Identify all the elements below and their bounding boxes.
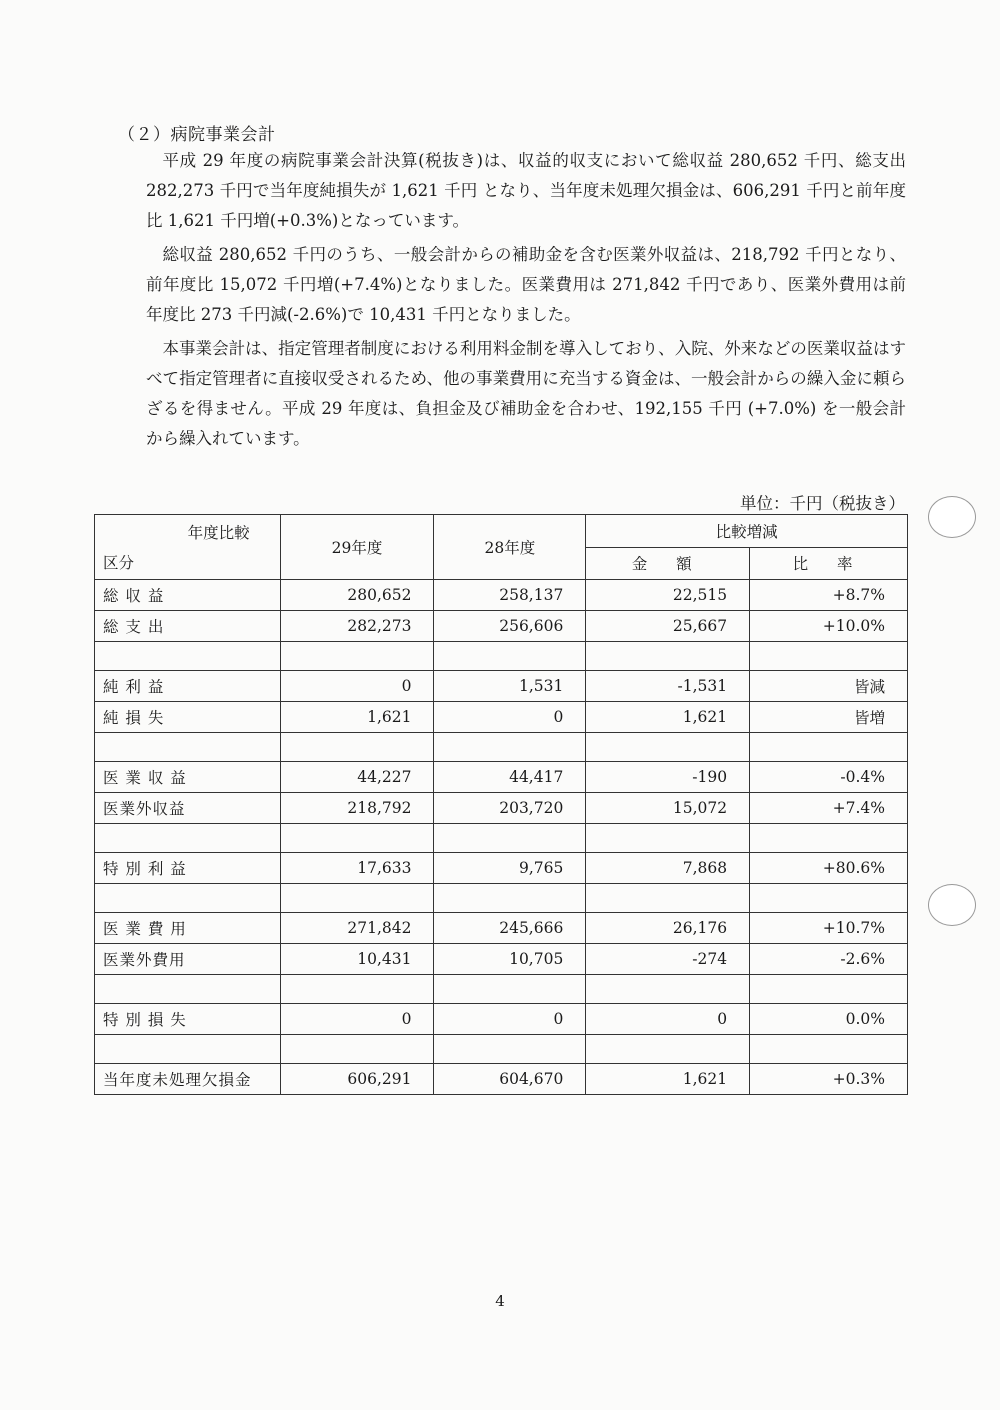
cell-ratio: 0.0% xyxy=(750,1004,908,1035)
table-row xyxy=(95,1064,908,1095)
cell-ratio: 皆減 xyxy=(750,671,908,702)
table-body xyxy=(95,580,908,1095)
cell-fy28: 245,666 xyxy=(434,913,586,944)
blank-cell xyxy=(434,884,586,913)
blank-cell xyxy=(434,975,586,1004)
page-number: 4 xyxy=(495,1292,505,1310)
cell-fy29: 271,842 xyxy=(280,913,434,944)
blank-cell xyxy=(95,884,281,913)
binder-hole-top xyxy=(928,496,976,538)
blank-cell xyxy=(750,975,908,1004)
header-compare: 比較増減 xyxy=(586,515,908,548)
cell-fy29: 282,273 xyxy=(280,611,434,642)
blank-cell xyxy=(95,642,281,671)
row-label: 医 業 費 用 xyxy=(95,913,281,944)
cell-fy29: 17,633 xyxy=(280,853,434,884)
cell-fy29: 1,621 xyxy=(280,702,434,733)
blank-cell xyxy=(750,733,908,762)
cell-fy29: 218,792 xyxy=(280,793,434,824)
blank-row xyxy=(95,824,908,853)
row-label: 純 利 益 xyxy=(95,671,281,702)
table-row xyxy=(95,611,908,642)
table-row xyxy=(95,913,908,944)
table-row xyxy=(95,762,908,793)
blank-cell xyxy=(95,1035,281,1064)
blank-cell xyxy=(586,733,750,762)
cell-fy29: 10,431 xyxy=(280,944,434,975)
cell-fy29: 0 xyxy=(280,671,434,702)
blank-cell xyxy=(586,642,750,671)
blank-row xyxy=(95,1035,908,1064)
financial-table xyxy=(94,514,908,1095)
cell-fy28: 0 xyxy=(434,702,586,733)
blank-cell xyxy=(280,642,434,671)
cell-fy28: 44,417 xyxy=(434,762,586,793)
cell-ratio: -2.6% xyxy=(750,944,908,975)
cell-fy28: 256,606 xyxy=(434,611,586,642)
blank-cell xyxy=(434,733,586,762)
cell-ratio: +8.7% xyxy=(750,580,908,611)
paragraph-2: 総収益 280,652 千円のうち、一般会計からの補助金を含む医業外収益は、218,792 千円となり、前年度比 15,072 千円増(+7.4%)となりました。医業費用は 271,842 千円であり、医業外費用は前年度比 273 千円減(-2.6%)で 10,431 千円となりました。 xyxy=(146,245,906,324)
cell-fy28: 0 xyxy=(434,1004,586,1035)
cell-ratio: +10.0% xyxy=(750,611,908,642)
blank-cell xyxy=(95,824,281,853)
blank-cell xyxy=(95,733,281,762)
cell-fy29: 606,291 xyxy=(280,1064,434,1095)
paragraph-1: 平成 29 年度の病院事業会計決算(税抜き)は、収益的収支において総収益 280,652 千円、総支出 282,273 千円で当年度純損失が 1,621 千円 となり、当年度未処理欠損金は、606,291 千円と前年度比 1,621 千円増(+0.3%)となっています。 xyxy=(146,151,906,230)
cell-fy28: 10,705 xyxy=(434,944,586,975)
cell-ratio: +10.7% xyxy=(750,913,908,944)
blank-cell xyxy=(280,975,434,1004)
blank-cell xyxy=(280,884,434,913)
table-row xyxy=(95,944,908,975)
cell-fy28: 203,720 xyxy=(434,793,586,824)
blank-cell xyxy=(434,1035,586,1064)
row-label: 特 別 利 益 xyxy=(95,853,281,884)
blank-cell xyxy=(95,975,281,1004)
blank-cell xyxy=(750,1035,908,1064)
row-label: 特 別 損 失 xyxy=(95,1004,281,1035)
cell-fy28: 258,137 xyxy=(434,580,586,611)
row-label: 医業外収益 xyxy=(95,793,281,824)
blank-cell xyxy=(434,824,586,853)
row-label: 医業外費用 xyxy=(95,944,281,975)
cell-amount: -190 xyxy=(586,762,750,793)
blank-cell xyxy=(586,1035,750,1064)
unit-note: 単位：千円（税抜き） xyxy=(740,494,905,513)
corner-header-top: 年度比較 xyxy=(187,524,250,542)
header-ratio: 比 率 xyxy=(750,547,908,580)
table-row xyxy=(95,671,908,702)
blank-cell xyxy=(434,642,586,671)
header-fy28: 28年度 xyxy=(434,515,586,580)
blank-row xyxy=(95,975,908,1004)
blank-cell xyxy=(586,884,750,913)
cell-amount: 15,072 xyxy=(586,793,750,824)
header-amount: 金 額 xyxy=(586,547,750,580)
table-row xyxy=(95,1004,908,1035)
cell-fy28: 9,765 xyxy=(434,853,586,884)
blank-cell xyxy=(280,733,434,762)
blank-row xyxy=(95,884,908,913)
section-heading: （２）病院事業会計 xyxy=(118,125,276,145)
cell-fy29: 0 xyxy=(280,1004,434,1035)
corner-header-bottom: 区分 xyxy=(103,554,135,572)
blank-cell xyxy=(750,824,908,853)
cell-amount: 0 xyxy=(586,1004,750,1035)
cell-amount: 1,621 xyxy=(586,1064,750,1095)
table-row xyxy=(95,702,908,733)
row-label: 総 支 出 xyxy=(95,611,281,642)
row-label: 医 業 収 益 xyxy=(95,762,281,793)
row-label: 当年度未処理欠損金 xyxy=(95,1064,281,1095)
row-label: 純 損 失 xyxy=(95,702,281,733)
cell-ratio: +0.3% xyxy=(750,1064,908,1095)
blank-cell xyxy=(750,642,908,671)
cell-amount: 22,515 xyxy=(586,580,750,611)
blank-cell xyxy=(280,1035,434,1064)
blank-cell xyxy=(586,975,750,1004)
table-row xyxy=(95,580,908,611)
blank-cell xyxy=(280,824,434,853)
binder-hole-bottom xyxy=(928,884,976,926)
corner-header xyxy=(95,515,281,580)
cell-ratio: +80.6% xyxy=(750,853,908,884)
row-label: 総 収 益 xyxy=(95,580,281,611)
blank-row xyxy=(95,733,908,762)
cell-fy29: 44,227 xyxy=(280,762,434,793)
cell-amount: 7,868 xyxy=(586,853,750,884)
cell-fy28: 1,531 xyxy=(434,671,586,702)
cell-ratio: 皆増 xyxy=(750,702,908,733)
cell-amount: 26,176 xyxy=(586,913,750,944)
cell-amount: 25,667 xyxy=(586,611,750,642)
cell-ratio: -0.4% xyxy=(750,762,908,793)
cell-fy28: 604,670 xyxy=(434,1064,586,1095)
paragraph-3: 本事業会計は、指定管理者制度における利用料金制を導入しており、入院、外来などの医業収益はすべて指定管理者に直接収受されるため、他の事業費用に充当する資金は、一般会計からの繰入金に頼らざるを得ません。平成 29 年度は、負担金及び補助金を合わせ、192,155 千円 (+7.0%) を一般会計から繰入れています。 xyxy=(146,339,906,448)
header-fy29: 29年度 xyxy=(280,515,434,580)
blank-cell xyxy=(750,884,908,913)
cell-amount: 1,621 xyxy=(586,702,750,733)
cell-ratio: +7.4% xyxy=(750,793,908,824)
table-row xyxy=(95,853,908,884)
cell-amount: -274 xyxy=(586,944,750,975)
table-row xyxy=(95,793,908,824)
cell-fy29: 280,652 xyxy=(280,580,434,611)
cell-amount: -1,531 xyxy=(586,671,750,702)
blank-cell xyxy=(586,824,750,853)
blank-row xyxy=(95,642,908,671)
